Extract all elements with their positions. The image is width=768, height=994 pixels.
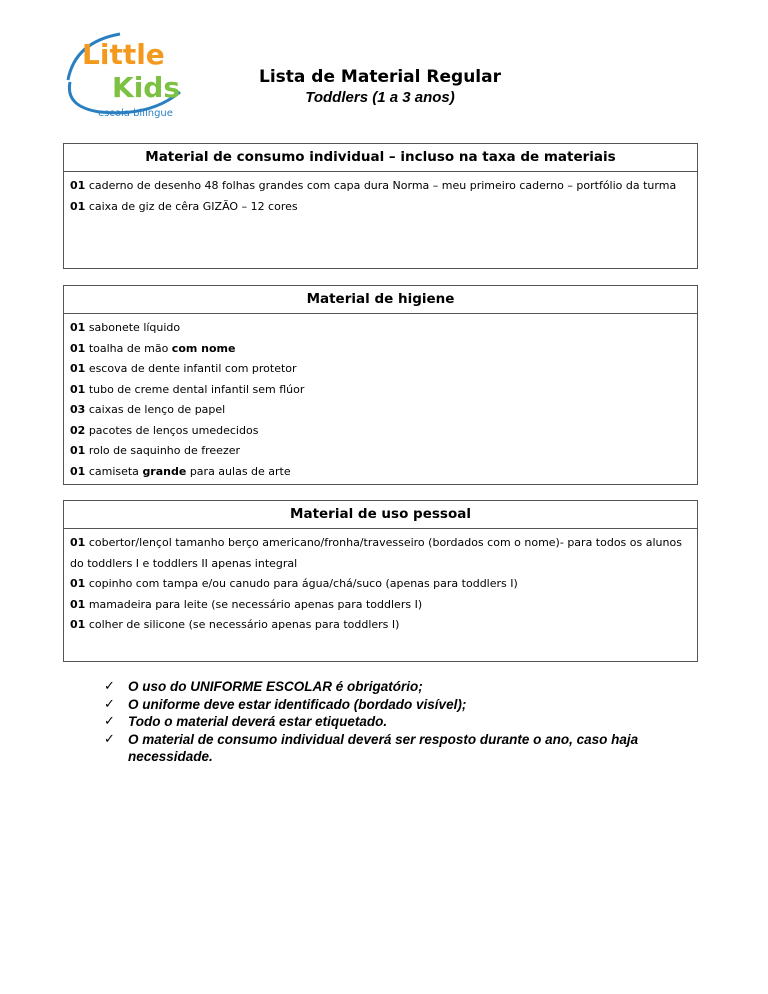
- note-item: ✓ Todo o material deverá estar etiquetado.: [104, 714, 388, 729]
- section-uso-pessoal: [63, 500, 698, 662]
- note-item: ✓ O uso do UNIFORME ESCOLAR é obrigatório;: [104, 679, 423, 694]
- notes-list: [104, 678, 664, 766]
- title-block: [200, 66, 560, 108]
- page-title: Lista de Material Regular: [259, 67, 501, 87]
- list-item: 01 mamadeira para leite (se necessário apenas para toddlers I): [70, 597, 423, 611]
- list-item: 01 colher de silicone (se necessário apenas para toddlers I): [70, 618, 400, 631]
- section-consumo: [63, 143, 698, 269]
- list-item: 01 sabonete líquido: [70, 321, 181, 334]
- list-item: 01 toalha de mão com nome: [70, 341, 236, 355]
- list-item: 01 caderno de desenho 48 folhas grandes com capa dura Norma – meu primeiro caderno – portfólio da turma: [70, 179, 677, 192]
- section-heading: Material de higiene: [64, 286, 697, 314]
- list-item: 01 cobertor/lençol tamanho berço americano/fronha/travesseiro (bordados com o nome)- para todos os alunos do toddlers I e toddlers II apenas integral: [70, 536, 682, 570]
- list-item: 01 escova de dente infantil com protetor: [70, 362, 297, 375]
- logo-line1: Little: [82, 38, 165, 71]
- logo-line2: Kids: [112, 71, 181, 104]
- list-item: 01 copinho com tampa e/ou canudo para água/chá/suco (apenas para toddlers I): [70, 577, 518, 590]
- section-higiene: [63, 285, 698, 485]
- school-logo: [60, 22, 190, 122]
- list-item: 01 caixa de giz de cêra GIZÃO – 12 cores: [70, 199, 298, 213]
- note-item: ✓ O material de consumo individual deverá ser resposto durante o ano, caso haja necessidade.: [104, 731, 639, 764]
- list-item: 01 tubo de creme dental infantil sem flúor: [70, 382, 305, 396]
- list-item: 03 caixas de lenço de papel: [70, 403, 226, 416]
- section-heading: Material de consumo individual – incluso na taxa de materiais: [64, 144, 697, 172]
- checkmark-icon: ✓: [104, 714, 115, 729]
- page-subtitle: Toddlers (1 a 3 anos): [305, 89, 455, 106]
- checkmark-icon: ✓: [104, 679, 115, 694]
- checkmark-icon: ✓: [104, 696, 115, 712]
- section-heading: Material de uso pessoal: [64, 501, 697, 529]
- note-item: ✓ O uniforme deve estar identificado (bordado visível);: [104, 696, 467, 712]
- list-item: 01 rolo de saquinho de freezer: [70, 444, 241, 457]
- checkmark-icon: ✓: [104, 731, 115, 747]
- logo-tagline: escola bilingue: [98, 108, 173, 119]
- list-item: 01 camiseta grande para aulas de arte: [70, 464, 291, 478]
- list-item: 02 pacotes de lenços umedecidos: [70, 423, 259, 437]
